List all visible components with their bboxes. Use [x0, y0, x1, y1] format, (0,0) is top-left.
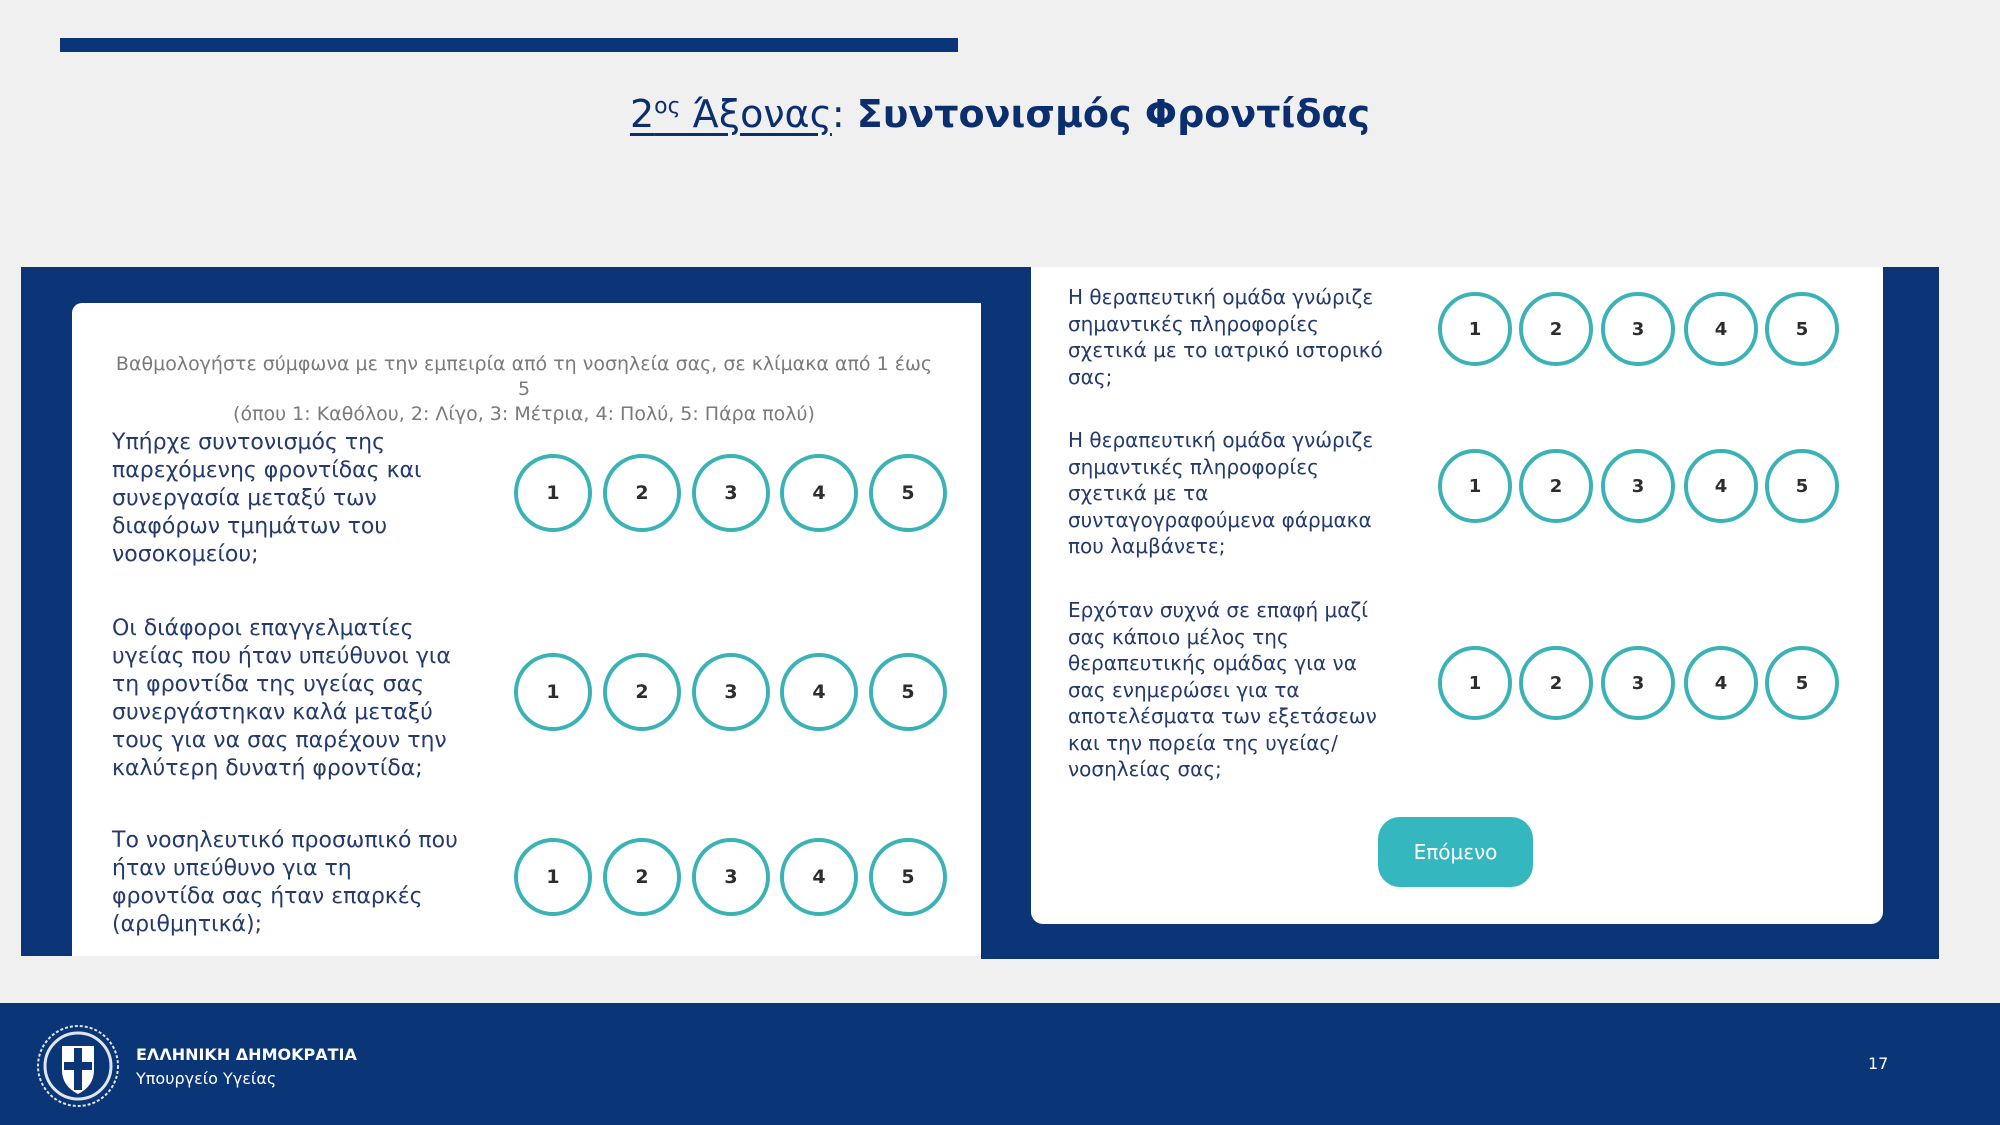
- rating-option-4[interactable]: 4: [1684, 292, 1758, 366]
- question-line: νοσοκομείου;: [112, 542, 259, 567]
- rating-option-5[interactable]: 5: [869, 454, 947, 532]
- next-button[interactable]: Επόμενο: [1378, 817, 1533, 887]
- rating-option-1[interactable]: 1: [1438, 646, 1512, 720]
- rating-option-4[interactable]: 4: [780, 838, 858, 916]
- question-line: σας ενημερώσει για τα: [1068, 677, 1300, 702]
- rating-option-2[interactable]: 2: [1519, 646, 1593, 720]
- question-line: αποτελέσματα των εξετάσεων: [1068, 704, 1377, 728]
- question-line: ήταν υπεύθυνο για τη: [112, 856, 352, 881]
- question-line: σας κάποιο μέλος της: [1068, 624, 1289, 649]
- instruction-line-1: Βαθμολογήστε σύμφωνα με την εμπειρία από τη νοσηλεία σας, σε κλίμακα από 1 έως 5: [115, 353, 933, 400]
- title-axis-label: [630, 92, 832, 136]
- rating-option-5[interactable]: 5: [1765, 449, 1839, 523]
- question-text: [1068, 427, 1373, 560]
- rating-option-2[interactable]: 2: [603, 454, 681, 532]
- rating-option-1[interactable]: 1: [1438, 292, 1512, 366]
- rating-option-1[interactable]: 1: [514, 653, 592, 731]
- question-text: [112, 827, 458, 939]
- question-text: [1068, 284, 1383, 390]
- rating-option-3[interactable]: 3: [1601, 449, 1675, 523]
- rating-option-4[interactable]: 4: [780, 653, 858, 731]
- question-line: Ερχόταν συχνά σε επαφή μαζί: [1068, 598, 1369, 622]
- page-title: [0, 92, 2000, 136]
- question-line: σχετικά με τα: [1068, 481, 1209, 505]
- instruction-line-2: (όπου 1: Καθόλου, 2: Λίγο, 3: Μέτρια, 4: Πολύ, 5: Πάρα πολύ): [233, 403, 815, 425]
- top-accent-bar: [60, 38, 958, 52]
- question-line: και την πορεία της υγείας/: [1068, 730, 1338, 755]
- title-separator: :: [831, 92, 857, 136]
- question-text: [112, 615, 451, 783]
- question-line: Η θεραπευτική ομάδα γνώριζε: [1068, 285, 1374, 309]
- question-line: συνεργασία μεταξύ των: [112, 486, 377, 511]
- title-axis-word: Άξονας: [680, 92, 832, 136]
- ministry-name: Υπουργείο Υγείας: [136, 1069, 277, 1088]
- question-line: (αριθμητικά);: [112, 912, 263, 937]
- rating-option-5[interactable]: 5: [869, 653, 947, 731]
- question-line: Η θεραπευτική ομάδα γνώριζε: [1068, 428, 1374, 452]
- government-name: ΕΛΛΗΝΙΚΗ ΔΗΜΟΚΡΑΤΙΑ: [136, 1045, 357, 1064]
- rating-option-3[interactable]: 3: [1601, 646, 1675, 720]
- question-line: τους για να σας παρέχουν την: [112, 728, 447, 753]
- title-ordinal: ος: [654, 94, 681, 119]
- question-line: Οι διάφοροι επαγγελματίες: [112, 616, 414, 641]
- rating-option-3[interactable]: 3: [692, 653, 770, 731]
- rating-option-5[interactable]: 5: [869, 838, 947, 916]
- question-line: νοσηλείας σας;: [1068, 757, 1222, 781]
- question-text: [1068, 597, 1377, 783]
- question-line: σημαντικές πληροφορίες: [1068, 454, 1319, 479]
- rating-option-1[interactable]: 1: [1438, 449, 1512, 523]
- rating-option-2[interactable]: 2: [1519, 292, 1593, 366]
- question-line: θεραπευτικής ομάδας για να: [1068, 651, 1357, 675]
- question-line: σχετικά με το ιατρικό ιστορικό: [1068, 338, 1383, 362]
- question-line: διαφόρων τμημάτων του: [112, 514, 388, 539]
- question-line: παρεχόμενης φροντίδας και: [112, 458, 422, 483]
- survey-instructions: [114, 352, 934, 427]
- question-line: τη φροντίδα της υγείας σας: [112, 672, 424, 697]
- rating-option-2[interactable]: 2: [603, 838, 681, 916]
- rating-option-2[interactable]: 2: [1519, 449, 1593, 523]
- rating-option-4[interactable]: 4: [1684, 646, 1758, 720]
- rating-option-1[interactable]: 1: [514, 838, 592, 916]
- question-line: καλύτερη δυνατή φροντίδα;: [112, 756, 423, 781]
- question-line: σας;: [1068, 364, 1113, 389]
- question-text: [112, 429, 422, 569]
- title-main: Συντονισμός Φροντίδας: [856, 92, 1371, 136]
- question-line: σημαντικές πληροφορίες: [1068, 311, 1319, 336]
- title-number: 2: [629, 92, 655, 136]
- rating-option-4[interactable]: 4: [1684, 449, 1758, 523]
- rating-option-1[interactable]: 1: [514, 454, 592, 532]
- footer-bar: [0, 1003, 2000, 1125]
- question-line: υγείας που ήταν υπεύθυνοι για: [112, 644, 451, 669]
- rating-option-4[interactable]: 4: [780, 454, 858, 532]
- question-line: φροντίδα σας ήταν επαρκές: [112, 884, 423, 909]
- rating-option-5[interactable]: 5: [1765, 292, 1839, 366]
- rating-option-5[interactable]: 5: [1765, 646, 1839, 720]
- rating-option-2[interactable]: 2: [603, 653, 681, 731]
- question-line: συνταγογραφούμενα φάρμακα: [1068, 507, 1372, 532]
- page-number: 17: [1868, 1054, 1889, 1073]
- rating-option-3[interactable]: 3: [1601, 292, 1675, 366]
- question-line: που λαμβάνετε;: [1068, 534, 1226, 558]
- question-line: συνεργάστηκαν καλά μεταξύ: [112, 700, 433, 725]
- question-line: Το νοσηλευτικό προσωπικό που: [112, 828, 458, 853]
- rating-option-3[interactable]: 3: [692, 454, 770, 532]
- rating-option-3[interactable]: 3: [692, 838, 770, 916]
- question-line: Υπήρχε συντονισμός της: [112, 430, 385, 455]
- greek-coat-of-arms-icon: [36, 1024, 120, 1108]
